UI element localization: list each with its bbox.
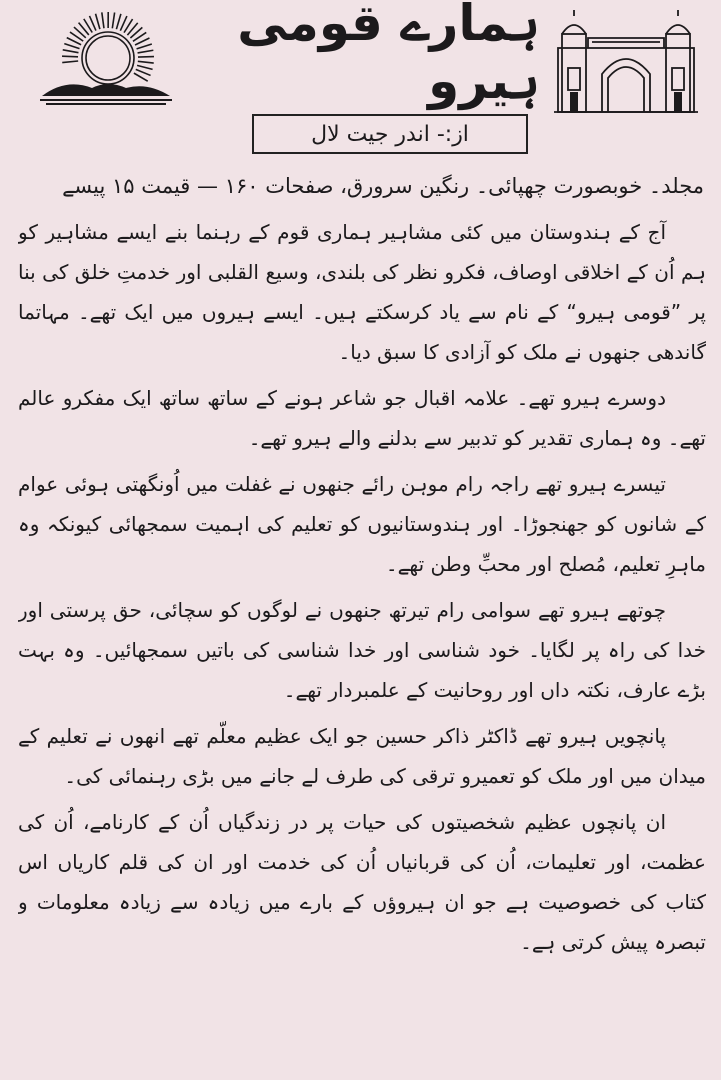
sun-ray	[112, 12, 114, 28]
author-line: از:- اندر جیت لال	[252, 114, 528, 154]
sun-ray	[138, 50, 154, 53]
sun-ray	[116, 14, 120, 29]
description-body	[18, 212, 706, 1072]
sun-ray	[63, 50, 79, 53]
paragraph-third-hero: تیسرے ہیرو تھے راجہ رام موہن رائے جنھوں نے غفلت میں اُونگھتی ہوئی عوام کے شانوں کو جھنجوڑا۔ اور ہندوستانیوں کو تعلیم کی اہمیت سمجھائی کیونکہ وہ ماہرِ تعلیم، مُصلح اور محبِّ وطن تھے۔	[18, 472, 706, 576]
paragraph-intro: آج کے ہندوستان میں کئی مشاہیر ہماری قوم کے رہنما بنے ایسے مشاہیر کو ہم اُن کے اخلاقی اوصاف، فکرو نظر کی بلندی، وسیع القلبی اور خدمتِ خلق کی بنا پر ”قومی ہیرو“ کے نام سے یاد کرسکتے ہیں۔ ایسے ہیروں میں ایک تھے۔ مہاتما گاندھی جنھوں نے ملک کو آزادی کا سبق دیا۔	[18, 220, 706, 364]
sun-ray	[137, 65, 153, 69]
paragraph-second-hero: دوسرے ہیرو تھے۔ علامہ اقبال جو شاعر ہونے کے ساتھ ساتھ ایک مفکرو عالم تھے۔ وہ ہماری تقدیر کو تدبیر سے بدلنے والے ہیرو تھے۔	[18, 386, 706, 450]
paragraph-fourth-hero: چوتھے ہیرو تھے سوامی رام تیرتھ جنھوں نے لوگوں کو سچائی، حق پرستی اور خدا کی راہ پر لگایا۔ خود شناسی اور خدا شناسی کی باتیں سمجھائیں۔ وہ بہت بڑے عارف، نکتہ داں اور روحانیت کے علمبردار تھے۔	[18, 598, 706, 702]
sun-ray	[96, 14, 100, 29]
sun-ray	[136, 69, 151, 75]
sun-ray	[138, 61, 154, 63]
sun-ray	[134, 73, 148, 81]
paragraph-fifth-hero: پانچویں ہیرو تھے ڈاکٹر ذاکر حسین جو ایک عظیم معلّم تھے انھوں نے تعلیم کے میدان میں اور ملک کو تعمیرو ترقی کی طرف لے جانے میں بڑی رہنمائی کی۔	[18, 724, 706, 788]
paragraph-conclusion: ان پانچوں عظیم شخصیتوں کی حیات پر در زندگیاں اُن کے کارنامے، اُن کی عظمت، اور تعلیمات، اُن کی قربانیاں اُن کی خدمت اور ان کی قلم کاریاں اس کتاب کی خصوصیت ہے جو ان ہیروؤں کے بارے میں زیادہ سے زیادہ معلومات و تبصرہ پیش کرتی ہے۔	[18, 810, 706, 954]
gateway-monument-illustration	[548, 8, 704, 120]
rising-sun-emblem	[36, 8, 176, 108]
page-title: ہمارے قومی ہیرو	[237, 0, 540, 110]
sun-ray	[137, 44, 152, 49]
sun-ray	[102, 12, 104, 28]
sun-ray	[62, 56, 78, 57]
sun-ray	[62, 61, 78, 63]
book-details: مجلد۔ خوبصورت چھپائی۔ رنگین سرورق، صفحات ۱۶۰ — قیمت ۱۵ پیسے	[62, 174, 704, 198]
sun-ray	[64, 44, 79, 49]
